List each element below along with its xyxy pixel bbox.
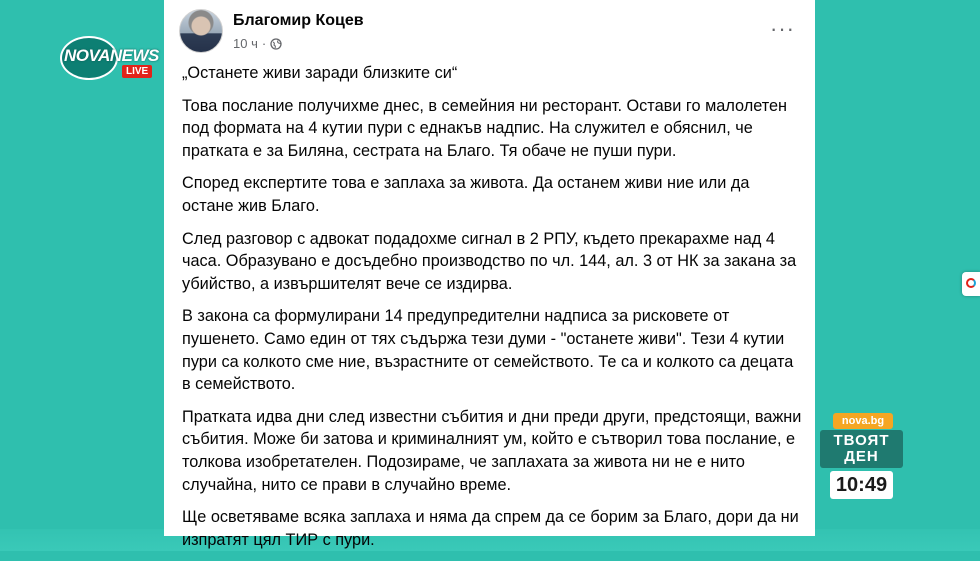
post-paragraph: Това послание получихме днес, в семейния ни ресторант. Остави го малолетен под формата на 4 кутии пури с еднакъв надпис. На служител е обяснил, че пратката е за Биляна, сестрата на Благо. Тя обаче не пуши пури.: [182, 96, 788, 160]
post-paragraph: Според експертите това е заплаха за живота. Да останем живи ние или да остане жив Благо.: [182, 174, 750, 215]
post-paragraph: Пратката идва дни след известни събития и дни преди други, предстоящи, важни събития. Може би затова и криминалният ум, който е сътворил това послание, е толкова изобретателен. Подозираме, че заплахата за живота ни не е нито случайна, нито се прави в случайно време.: [182, 407, 802, 494]
author-name[interactable]: Благомир Коцев: [233, 12, 364, 29]
post-paragraph: В закона са формулирани 14 предупредителни надписа за рисковете от пушенето. Само един от тях съдържа тези думи - "останете живи". Тези 4 кутии пури са колкото сме ние, възрастните от семейството. Те са и колкото са децата в семейството.: [182, 307, 794, 394]
post-paragraph: Ще осветяваме всяка заплаха и няма да спрем да се борим за Благо, дори да ни изпратят цял ТИР с пури.: [182, 508, 799, 549]
post-header: [179, 9, 799, 55]
post-paragraph: След разговор с адвокат подадохме сигнал в 2 РПУ, където прекарахме над 4 часа. Образувано е досъдебно производство по чл. 144, ал. 3 от НК за закана за убийство, а извършителят вече се издирва.: [182, 229, 797, 293]
post-paragraph: „Останете живи заради близките си“: [182, 64, 458, 82]
side-widget[interactable]: [962, 272, 980, 296]
broadcast-clock: 10:49: [830, 471, 893, 499]
show-badge: [820, 430, 903, 468]
avatar[interactable]: [179, 9, 223, 53]
show-title-line2: ДЕН: [844, 448, 879, 465]
post-body: [182, 62, 804, 561]
separator-dot: ·: [261, 36, 267, 51]
globe-icon: [270, 38, 282, 50]
show-title-line1: ТВОЯТ: [833, 432, 890, 449]
widget-icon: [966, 278, 976, 288]
post-meta: [233, 36, 282, 51]
channel-logo: [60, 34, 160, 82]
logo-text: NOVANEWS: [64, 46, 159, 65]
post-time[interactable]: 10 ч: [233, 36, 258, 51]
more-options-button[interactable]: ···: [770, 16, 795, 41]
site-badge: nova.bg: [833, 413, 893, 429]
facebook-post: [164, 0, 815, 549]
live-badge: LIVE: [122, 65, 152, 78]
